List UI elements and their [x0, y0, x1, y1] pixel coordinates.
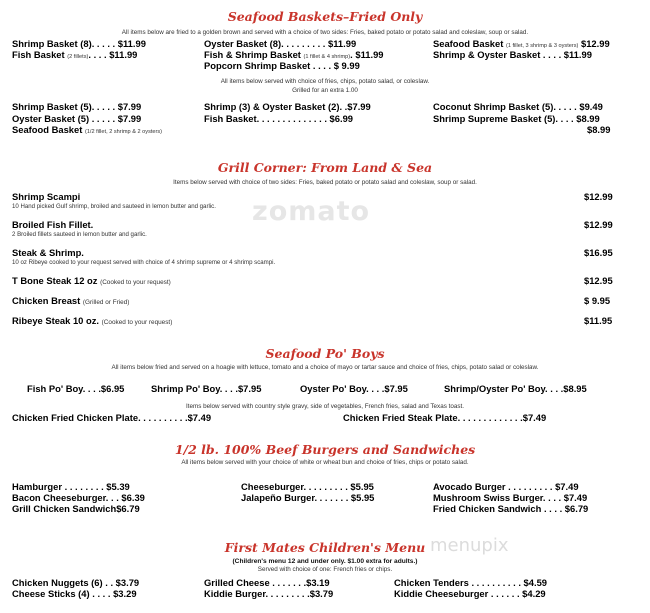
seafood-basket-small — [12, 124, 162, 135]
poboys-note2: Items below served with country style gravy, side of vegetables, French fries, salad and Texas toast. — [185, 403, 464, 410]
chicken-breast-detail: (Grilled or Fried) — [82, 299, 130, 306]
fried-chicken-sandwich: Fried Chicken Sandwich . . . . $6.79 — [433, 503, 589, 514]
ribeye-steak-detail: (Cooked to your request) — [101, 319, 173, 326]
hamburger: Hamburger . . . . . . . . $5.39 — [12, 481, 130, 492]
shrimp-supreme-basket: Shrimp Supreme Basket (5). . . . $8.99 — [433, 113, 600, 124]
bacon-cheeseburger: Bacon Cheeseburger. . . $6.39 — [12, 492, 145, 503]
shrimp-oyster-basket: Shrimp & Oyster Basket . . . . $11.99 — [433, 49, 592, 60]
tbone-steak-price: $12.95 — [584, 275, 613, 286]
chicken-fried-chicken-plate: Chicken Fried Chicken Plate. . . . . . . . . .$7.49 — [12, 412, 212, 423]
seafood-basket — [433, 38, 610, 49]
seafood-basket-small-detail: (1/2 fillet, 2 shrimp & 2 oysters) — [84, 129, 163, 135]
steak-shrimp-desc: 10 oz Ribeye cooked to your request served with choice of 4 shrimp supreme or 4 shrimp scampi. — [12, 259, 276, 266]
fish-shrimp-basket — [204, 49, 384, 60]
broiled-fish-fillet: Broiled Fish Fillet. — [12, 219, 94, 230]
oyster-basket-8: Oyster Basket (8). . . . . . . . . $11.99 — [204, 38, 357, 49]
fish-poboy: Fish Po' Boy. . . .$6.95 — [27, 383, 125, 394]
steak-shrimp-price: $16.95 — [584, 247, 613, 258]
kiddie-burger: Kiddie Burger. . . . . . . . .$3.79 — [204, 588, 334, 599]
tbone-steak-name: T Bone Steak 12 oz — [12, 275, 98, 286]
oyster-basket-5: Oyster Basket (5) . . . . . $7.99 — [12, 113, 142, 124]
avocado-burger: Avocado Burger . . . . . . . . . $7.49 — [433, 481, 579, 492]
chicken-breast-name: Chicken Breast — [12, 295, 81, 306]
fish-shrimp-basket-price: . $11.99 — [350, 49, 384, 60]
burgers-title: 1/2 lb. 100% Beef Burgers and Sandwiches — [174, 442, 476, 457]
chicken-tenders: Chicken Tenders . . . . . . . . . . $4.59 — [394, 577, 548, 588]
seafood-basket-detail: (1 fillet, 3 shrimp & 3 oysters) — [505, 43, 579, 49]
shrimp-scampi: Shrimp Scampi — [12, 191, 81, 202]
fish-shrimp-basket-detail: (1 fillet & 4 shrimp) — [303, 54, 351, 60]
seafood-baskets-note: All items below are fried to a golden brown and served with a choice of two sides: Fries, baked potato or potato salad and coleslaw, soup or salad. — [121, 29, 529, 36]
fish-shrimp-basket-name: Fish & Shrimp Basket — [204, 49, 301, 60]
chicken-fried-steak-plate: Chicken Fried Steak Plate. . . . . . . . . . . . .$7.49 — [343, 412, 547, 423]
steak-shrimp: Steak & Shrimp. — [12, 247, 84, 258]
seafood-baskets-note2: All items below served with choice of fries, chips, potato salad, or coleslaw. — [220, 78, 430, 85]
seafood-baskets-title: Seafood Baskets–Fried Only — [227, 9, 423, 24]
ribeye-steak — [12, 315, 172, 326]
shrimp-basket-8: Shrimp Basket (8). . . . . $11.99 — [12, 38, 146, 49]
mushroom-swiss-burger: Mushroom Swiss Burger. . . . $7.49 — [433, 492, 588, 503]
grill-corner-note: Items below served with choice of two sides: Fries, baked potato or potato salad and coleslaw, soup or salad. — [173, 179, 477, 186]
burgers-note: All items below served with your choice of white or wheat bun and choice of fries, chips or potato salad. — [181, 459, 469, 466]
popcorn-shrimp-basket: Popcorn Shrimp Basket . . . . $ 9.99 — [204, 60, 360, 71]
shrimp-oyster-basket-small: Shrimp (3) & Oyster Basket (2). .$7.99 — [204, 101, 371, 112]
fish-basket-small: Fish Basket. . . . . . . . . . . . . . $6.99 — [204, 113, 354, 124]
seafood-basket-name: Seafood Basket — [433, 38, 504, 49]
chicken-breast — [12, 295, 129, 306]
shrimp-basket-5: Shrimp Basket (5). . . . . $7.99 — [12, 101, 142, 112]
seafood-basket-small-price: $8.99 — [587, 124, 611, 135]
shrimp-oyster-poboy: Shrimp/Oyster Po' Boy. . . .$8.95 — [444, 383, 587, 394]
kids-title: First Mates Children's Menu — [224, 540, 426, 555]
shrimp-scampi-desc: 10 Hand picked Gulf shrimp, broiled and sauteed in lemon butter and garlic. — [12, 203, 216, 210]
chicken-nuggets: Chicken Nuggets (6) . . $3.79 — [12, 577, 140, 588]
grill-corner-title: Grill Corner: From Land & Sea — [217, 160, 433, 175]
tbone-steak — [12, 275, 171, 286]
seafood-basket-price: $12.99 — [581, 38, 610, 49]
poboys-title: Seafood Po' Boys — [265, 346, 385, 361]
seafood-baskets-note3: Grilled for an extra 1.00 — [292, 87, 358, 94]
cheese-sticks: Cheese Sticks (4) . . . . $3.29 — [12, 588, 137, 599]
fish-basket-2 — [12, 49, 137, 60]
grilled-cheese: Grilled Cheese . . . . . . .$3.19 — [204, 577, 330, 588]
menupix-watermark: menupix — [430, 535, 509, 556]
seafood-basket-small-name: Seafood Basket — [12, 124, 83, 135]
jalapeno-burger: Jalapeño Burger. . . . . . . $5.95 — [241, 492, 375, 503]
ribeye-steak-name: Ribeye Steak 10 oz. — [12, 315, 100, 326]
tbone-steak-detail: (Cooked to your request) — [100, 279, 171, 286]
oyster-poboy: Oyster Po' Boy. . . .$7.95 — [300, 383, 408, 394]
shrimp-poboy: Shrimp Po' Boy. . . .$7.95 — [151, 383, 262, 394]
kiddie-cheeseburger: Kiddie Cheeseburger . . . . . . $4.29 — [394, 588, 546, 599]
cheeseburger: Cheeseburger. . . . . . . . . $5.95 — [241, 481, 374, 492]
kids-note2: Served with choice of one: French fries or chips. — [257, 566, 393, 573]
broiled-fish-fillet-desc: 2 Broiled fillets sauteed in lemon butter and garlic. — [12, 231, 147, 238]
shrimp-scampi-price: $12.99 — [584, 191, 613, 202]
grill-chicken-sandwich: Grill Chicken Sandwich$6.79 — [12, 503, 140, 514]
kids-note1: (Children's menu 12 and under only. $1.00 extra for adults.) — [232, 558, 418, 565]
fish-basket-2-price: . . . . $11.99 — [88, 49, 138, 60]
ribeye-steak-price: $11.95 — [584, 315, 613, 326]
fish-basket-2-detail: (2 fillets) — [67, 54, 89, 60]
chicken-breast-price: $ 9.95 — [584, 295, 611, 306]
poboys-note: All items below fried and served on a hoagie with lettuce, tomato and a choice of mayo or tartar sauce and choice of fries, chips, potato salad or coleslaw. — [111, 364, 539, 371]
broiled-fish-fillet-price: $12.99 — [584, 219, 613, 230]
zomato-watermark: zomato — [252, 196, 371, 227]
fish-basket-2-name: Fish Basket — [12, 49, 65, 60]
coconut-shrimp-basket: Coconut Shrimp Basket (5). . . . . $9.49 — [433, 101, 603, 112]
